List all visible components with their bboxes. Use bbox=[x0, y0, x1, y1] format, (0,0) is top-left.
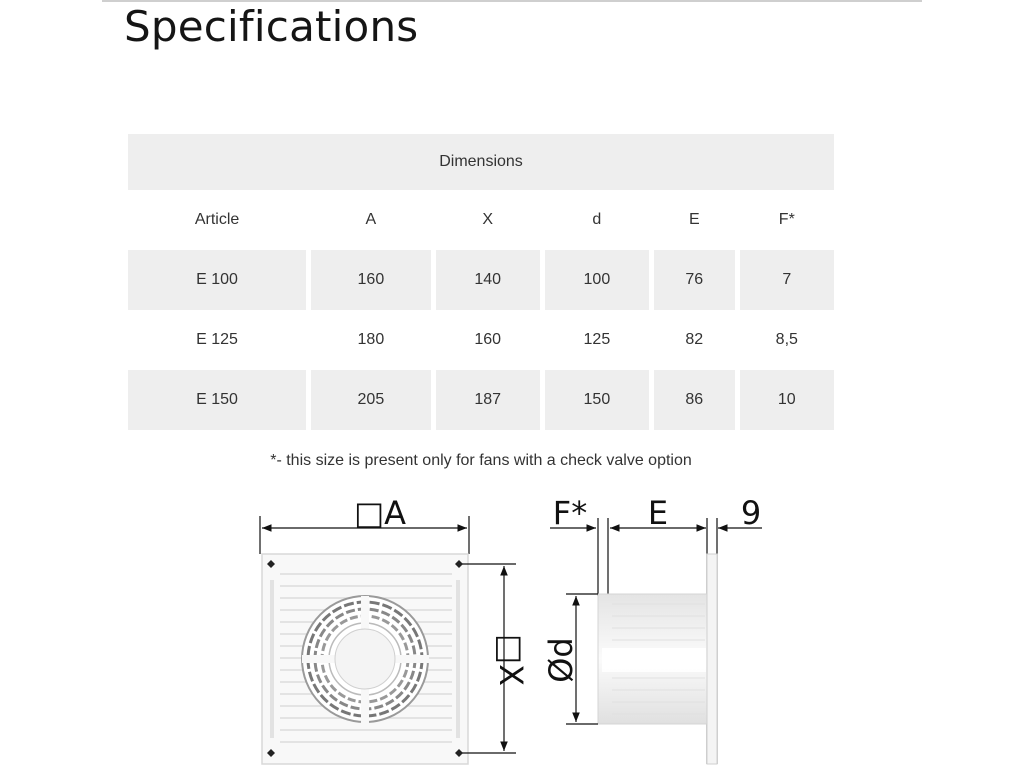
cell-article: E 100 bbox=[128, 250, 306, 310]
cell-article: E 150 bbox=[128, 370, 306, 430]
table-row bbox=[128, 370, 834, 430]
cell-a: 160 bbox=[306, 250, 431, 310]
page-title: Specifications bbox=[124, 2, 419, 51]
cell-a: 205 bbox=[306, 370, 431, 430]
dimensions-header: Dimensions bbox=[128, 134, 834, 190]
table-footnote: *- this size is present only for fans with a check valve option bbox=[270, 452, 692, 469]
fan-front-plate-side bbox=[707, 554, 717, 764]
column-header-a: A bbox=[306, 190, 431, 250]
label-9: 9 bbox=[740, 494, 762, 532]
cell-article: E 125 bbox=[196, 331, 238, 348]
cell-x: 140 bbox=[431, 250, 540, 310]
dimensions-table bbox=[128, 134, 834, 430]
column-header-article: Article bbox=[194, 211, 240, 228]
column-header-x: X bbox=[431, 190, 540, 250]
cell-d: 100 bbox=[540, 250, 649, 310]
column-header-e: E bbox=[649, 190, 735, 250]
front-view bbox=[260, 494, 530, 764]
table-row bbox=[128, 310, 834, 370]
label-e: E bbox=[647, 494, 669, 532]
cell-f: 7 bbox=[735, 250, 834, 310]
side-view bbox=[542, 494, 762, 764]
cell-e: 82 bbox=[649, 310, 735, 370]
cell-a: 180 bbox=[306, 310, 431, 370]
cell-e: 86 bbox=[649, 370, 735, 430]
label-x: □X bbox=[492, 633, 530, 687]
cell-f: 8,5 bbox=[735, 310, 834, 370]
label-d: Ød bbox=[542, 637, 580, 683]
column-header-f: F* bbox=[735, 190, 834, 250]
cell-d: 150 bbox=[540, 370, 649, 430]
cell-d: 125 bbox=[540, 310, 649, 370]
label-a: □A bbox=[353, 494, 407, 532]
label-f: F* bbox=[552, 494, 588, 532]
cell-e: 76 bbox=[649, 250, 735, 310]
fan-grille bbox=[302, 596, 429, 723]
cell-x: 187 bbox=[431, 370, 540, 430]
table-column-header-row bbox=[128, 190, 834, 250]
cell-x: 160 bbox=[431, 310, 540, 370]
table-row bbox=[128, 250, 834, 310]
table-group-header-row bbox=[128, 134, 834, 190]
fan-dimension-drawing bbox=[240, 488, 780, 772]
cell-f: 10 bbox=[735, 370, 834, 430]
column-header-d: d bbox=[540, 190, 649, 250]
